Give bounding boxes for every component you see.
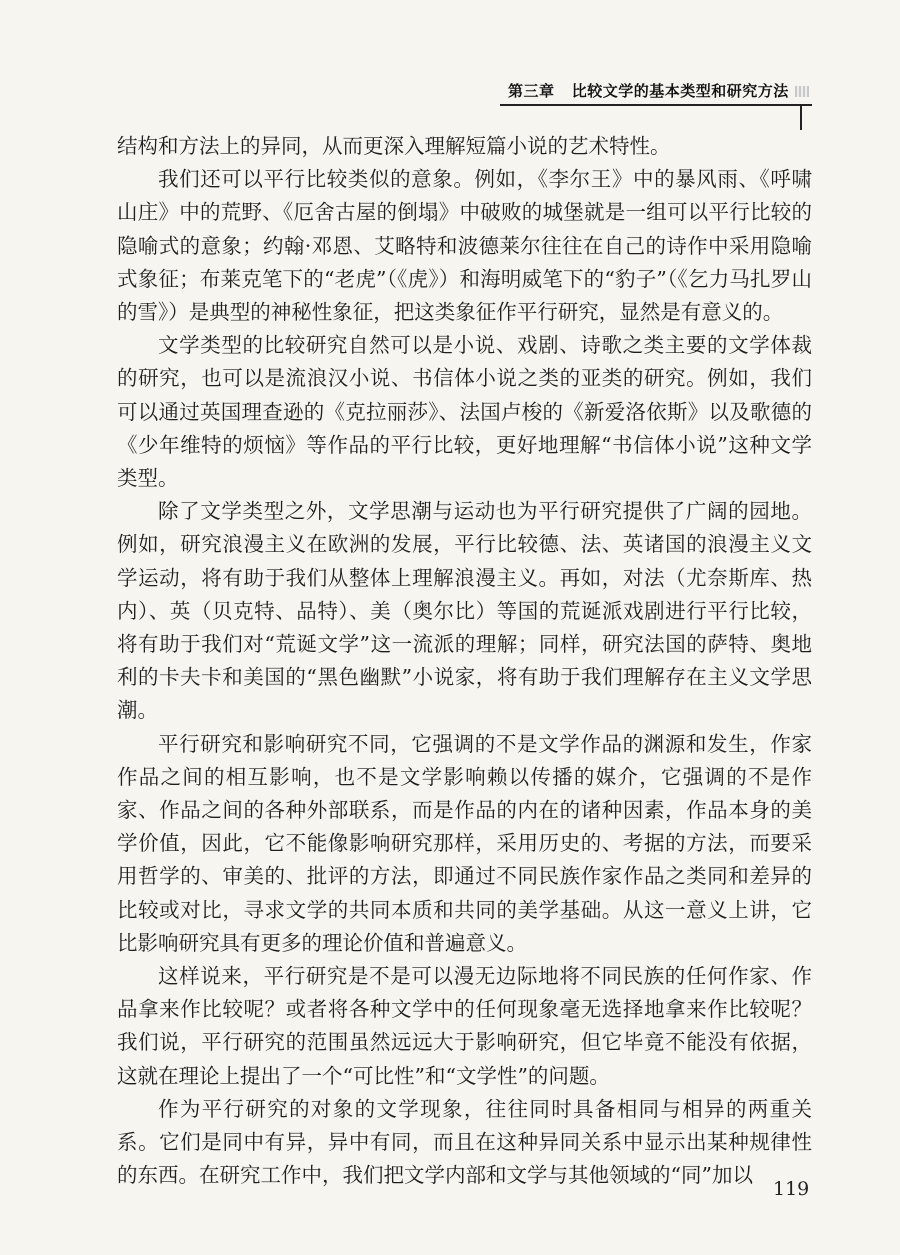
header-rule <box>500 104 812 106</box>
header-rule-corner <box>800 104 802 130</box>
paragraph: 文学类型的比较研究自然可以是小说、戏剧、诗歌之类主要的文学体裁的研究，也可以是流浪汉小说、书信体小说之类的亚类的研究。例如，我们可以通过英国理查逊的《克拉丽莎》、法国卢梭的《新爱洛依斯》以及歌德的《少年维特的烦恼》等作品的平行比较，更好地理解“书信体小说”这种文学类型。 <box>117 333 812 491</box>
header-ornament <box>795 86 809 97</box>
paragraph-continued: 结构和方法上的异同，从而更深入理解短篇小说的艺术特性。 <box>117 134 671 158</box>
paragraph: 作为平行研究的对象的文学现象，往往同时具备相同与相异的两重关系。它们是同中有异，异中有同，而且在这种异同关系中显示出某种规律性的东西。在研究工作中，我们把文学内部和文学与其他领域的“同”加以 <box>117 1096 812 1188</box>
paragraph: 我们还可以平行比较类似的意象。例如，《李尔王》中的暴风雨、《呼啸山庄》中的荒野、《厄舍古屋的倒塌》中破败的城堡就是一组可以平行比较的隐喻式的意象；约翰·邓恩、艾略特和波德莱尔往往在自己的诗作中采用隐喻式象征；布莱克笔下的“老虎”（《虎》）和海明威笔下的“豹子”（《乞力马扎罗山的雪》）是典型的神秘性象征，把这类象征作平行研究，显然是有意义的。 <box>117 167 812 325</box>
paragraph: 除了文学类型之外，文学思潮与运动也为平行研究提供了广阔的园地。例如，研究浪漫主义在欧洲的发展，平行比较德、法、英诸国的浪漫主义文学运动，将有助于我们从整体上理解浪漫主义。再如，对法（尤奈斯库、热内）、英（贝克特、品特）、美（奥尔比）等国的荒诞派戏剧进行平行比较，将有助于我们对“荒诞文学”这一流派的理解；同样，研究法国的萨特、奥地利的卡夫卡和美国的“黑色幽默”小说家，将有助于我们理解存在主义文学思潮。 <box>117 499 812 723</box>
paragraph: 平行研究和影响研究不同，它强调的不是文学作品的渊源和发生，作家作品之间的相互影响，也不是文学影响赖以传播的媒介，它强调的不是作家、作品之间的各种外部联系，而是作品的内在的诸种因素，作品本身的美学价值，因此，它不能像影响研究那样，采用历史的、考据的方法，而要采用哲学的、审美的、批评的方法，即通过不同民族作家作品之类同和差异的比较或对比，寻求文学的共同本质和共同的美学基础。从这一意义上讲，它比影响研究具有更多的理论价值和普遍意义。 <box>117 731 812 955</box>
body-text <box>117 130 812 1193</box>
chapter-number: 第三章 <box>508 82 555 100</box>
chapter-title: 比较文学的基本类型和研究方法 <box>571 82 789 100</box>
page-number: 119 <box>773 1178 810 1200</box>
paragraph: 这样说来，平行研究是不是可以漫无边际地将不同民族的任何作家、作品拿来作比较呢？或者将各种文学中的任何现象毫无选择地拿来作比较呢？我们说，平行研究的范围虽然远远大于影响研究，但它毕竟不能没有依据，这就在理论上提出了一个“可比性”和“文学性”的问题。 <box>117 964 812 1088</box>
running-header <box>508 80 809 101</box>
